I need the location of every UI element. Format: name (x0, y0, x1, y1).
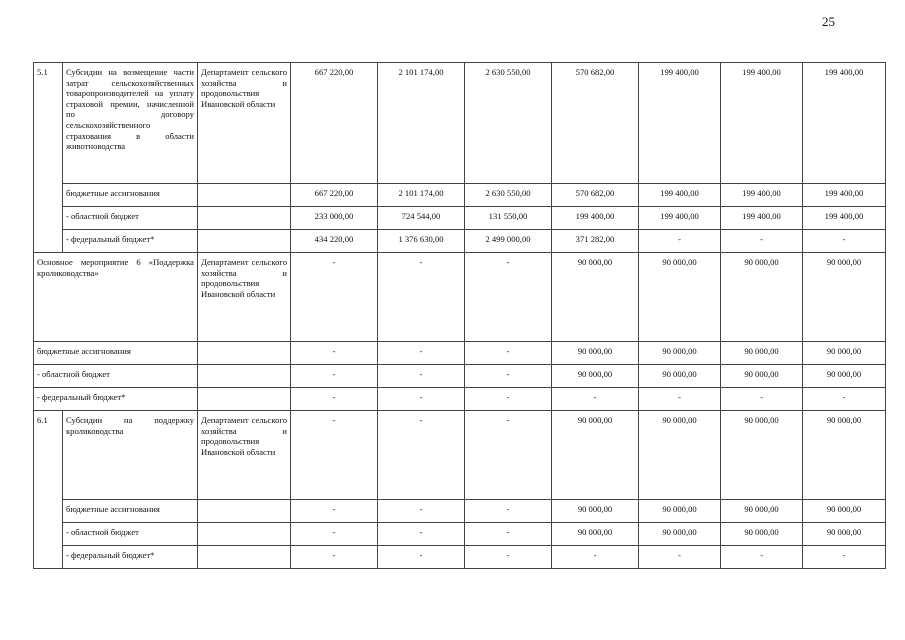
value-cell: 199 400,00 (803, 184, 886, 207)
value-cell: 233 000,00 (291, 207, 378, 230)
table-row (34, 342, 886, 365)
value-cell: - (465, 253, 552, 342)
value-cell: 90 000,00 (721, 523, 803, 546)
value-cell: - (552, 546, 639, 569)
measure-title: Основное мероприятие 6 «Поддержка кролиководства» (34, 253, 198, 342)
value-cell: 131 550,00 (465, 207, 552, 230)
value-cell: - (378, 411, 465, 500)
empty-cell (198, 500, 291, 523)
table-row (34, 365, 886, 388)
value-cell: 90 000,00 (639, 342, 721, 365)
value-cell: 90 000,00 (639, 411, 721, 500)
empty-cell (198, 546, 291, 569)
value-cell: - (291, 253, 378, 342)
value-cell: - (291, 411, 378, 500)
value-cell: 199 400,00 (639, 184, 721, 207)
row-label: - областной бюджет (63, 523, 198, 546)
value-cell: - (378, 365, 465, 388)
value-cell: 90 000,00 (803, 342, 886, 365)
value-cell: - (378, 253, 465, 342)
empty-cell (198, 523, 291, 546)
value-cell: 90 000,00 (552, 500, 639, 523)
row-code: 5.1 (34, 63, 63, 253)
value-cell: 199 400,00 (639, 207, 721, 230)
value-cell: 667 220,00 (291, 184, 378, 207)
value-cell: - (721, 230, 803, 253)
value-cell: - (465, 365, 552, 388)
value-cell: 90 000,00 (639, 365, 721, 388)
value-cell: - (465, 411, 552, 500)
value-cell: - (639, 546, 721, 569)
department-cell: Департамент сельского хозяйства и продовольствия Ивановской области (198, 253, 291, 342)
row-label: бюджетные ассигнования (63, 184, 198, 207)
row-label: - федеральный бюджет* (34, 388, 198, 411)
value-cell: 2 630 550,00 (465, 184, 552, 207)
value-cell: 570 682,00 (552, 184, 639, 207)
measure-title: Субсидии на возмещение части затрат сельскохозяйственных товаропроизводителей на уплату страховой премии, начисленной по договору сельскохозяйственного страхования в области животноводства (63, 63, 198, 184)
value-cell: 90 000,00 (803, 500, 886, 523)
value-cell: 2 499 000,00 (465, 230, 552, 253)
value-cell: 724 544,00 (378, 207, 465, 230)
value-cell: - (291, 523, 378, 546)
value-cell: - (803, 388, 886, 411)
value-cell: 1 376 630,00 (378, 230, 465, 253)
empty-cell (198, 184, 291, 207)
page-number: 25 (822, 14, 835, 29)
value-cell: 90 000,00 (639, 523, 721, 546)
value-cell: 90 000,00 (803, 253, 886, 342)
value-cell: 90 000,00 (552, 253, 639, 342)
value-cell: 90 000,00 (639, 500, 721, 523)
value-cell: 199 400,00 (552, 207, 639, 230)
table-row (34, 184, 886, 207)
value-cell: 90 000,00 (721, 411, 803, 500)
row-label: бюджетные ассигнования (34, 342, 198, 365)
value-cell: 90 000,00 (803, 411, 886, 500)
value-cell: 90 000,00 (552, 365, 639, 388)
value-cell: - (721, 546, 803, 569)
value-cell: - (552, 388, 639, 411)
row-label: бюджетные ассигнования (63, 500, 198, 523)
value-cell: 199 400,00 (721, 184, 803, 207)
value-cell: 199 400,00 (721, 207, 803, 230)
table-row (34, 253, 886, 342)
value-cell: 90 000,00 (552, 523, 639, 546)
empty-cell (198, 342, 291, 365)
value-cell: - (465, 546, 552, 569)
table-row (34, 546, 886, 569)
row-label: - федеральный бюджет* (63, 230, 198, 253)
row-label: - областной бюджет (34, 365, 198, 388)
department-cell: Департамент сельского хозяйства и продовольствия Ивановской области (198, 411, 291, 500)
value-cell: 90 000,00 (552, 411, 639, 500)
table-row (34, 63, 886, 184)
value-cell: 199 400,00 (803, 63, 886, 184)
value-cell: - (378, 523, 465, 546)
empty-cell (198, 388, 291, 411)
value-cell: 371 282,00 (552, 230, 639, 253)
value-cell: 90 000,00 (721, 365, 803, 388)
value-cell: - (465, 342, 552, 365)
row-label: - областной бюджет (63, 207, 198, 230)
value-cell: - (378, 546, 465, 569)
value-cell: 2 101 174,00 (378, 184, 465, 207)
row-label: - федеральный бюджет* (63, 546, 198, 569)
value-cell: - (291, 365, 378, 388)
row-code: 6.1 (34, 411, 63, 569)
budget-table (33, 62, 886, 569)
value-cell: - (378, 500, 465, 523)
value-cell: 90 000,00 (721, 500, 803, 523)
value-cell: 90 000,00 (639, 253, 721, 342)
value-cell: - (465, 388, 552, 411)
value-cell: - (378, 388, 465, 411)
value-cell: - (291, 500, 378, 523)
table-row (34, 411, 886, 500)
value-cell: 90 000,00 (803, 365, 886, 388)
value-cell: - (465, 523, 552, 546)
value-cell: - (639, 388, 721, 411)
empty-cell (198, 207, 291, 230)
value-cell: - (291, 342, 378, 365)
value-cell: - (639, 230, 721, 253)
value-cell: - (803, 230, 886, 253)
value-cell: - (378, 342, 465, 365)
empty-cell (198, 230, 291, 253)
value-cell: 199 400,00 (721, 63, 803, 184)
value-cell: 2 630 550,00 (465, 63, 552, 184)
value-cell: 199 400,00 (639, 63, 721, 184)
value-cell: - (721, 388, 803, 411)
table-row (34, 388, 886, 411)
value-cell: - (803, 546, 886, 569)
value-cell: 90 000,00 (721, 342, 803, 365)
value-cell: 90 000,00 (721, 253, 803, 342)
value-cell: - (291, 546, 378, 569)
value-cell: 570 682,00 (552, 63, 639, 184)
value-cell: 667 220,00 (291, 63, 378, 184)
value-cell: - (465, 500, 552, 523)
value-cell: 199 400,00 (803, 207, 886, 230)
empty-cell (198, 365, 291, 388)
value-cell: 434 220,00 (291, 230, 378, 253)
value-cell: 90 000,00 (803, 523, 886, 546)
table-row (34, 500, 886, 523)
department-cell: Департамент сельского хозяйства и продовольствия Ивановской области (198, 63, 291, 184)
value-cell: - (291, 388, 378, 411)
table-row (34, 523, 886, 546)
value-cell: 90 000,00 (552, 342, 639, 365)
value-cell: 2 101 174,00 (378, 63, 465, 184)
measure-title: Субсидии на поддержку кролиководства (63, 411, 198, 500)
table-row (34, 230, 886, 253)
table-row (34, 207, 886, 230)
